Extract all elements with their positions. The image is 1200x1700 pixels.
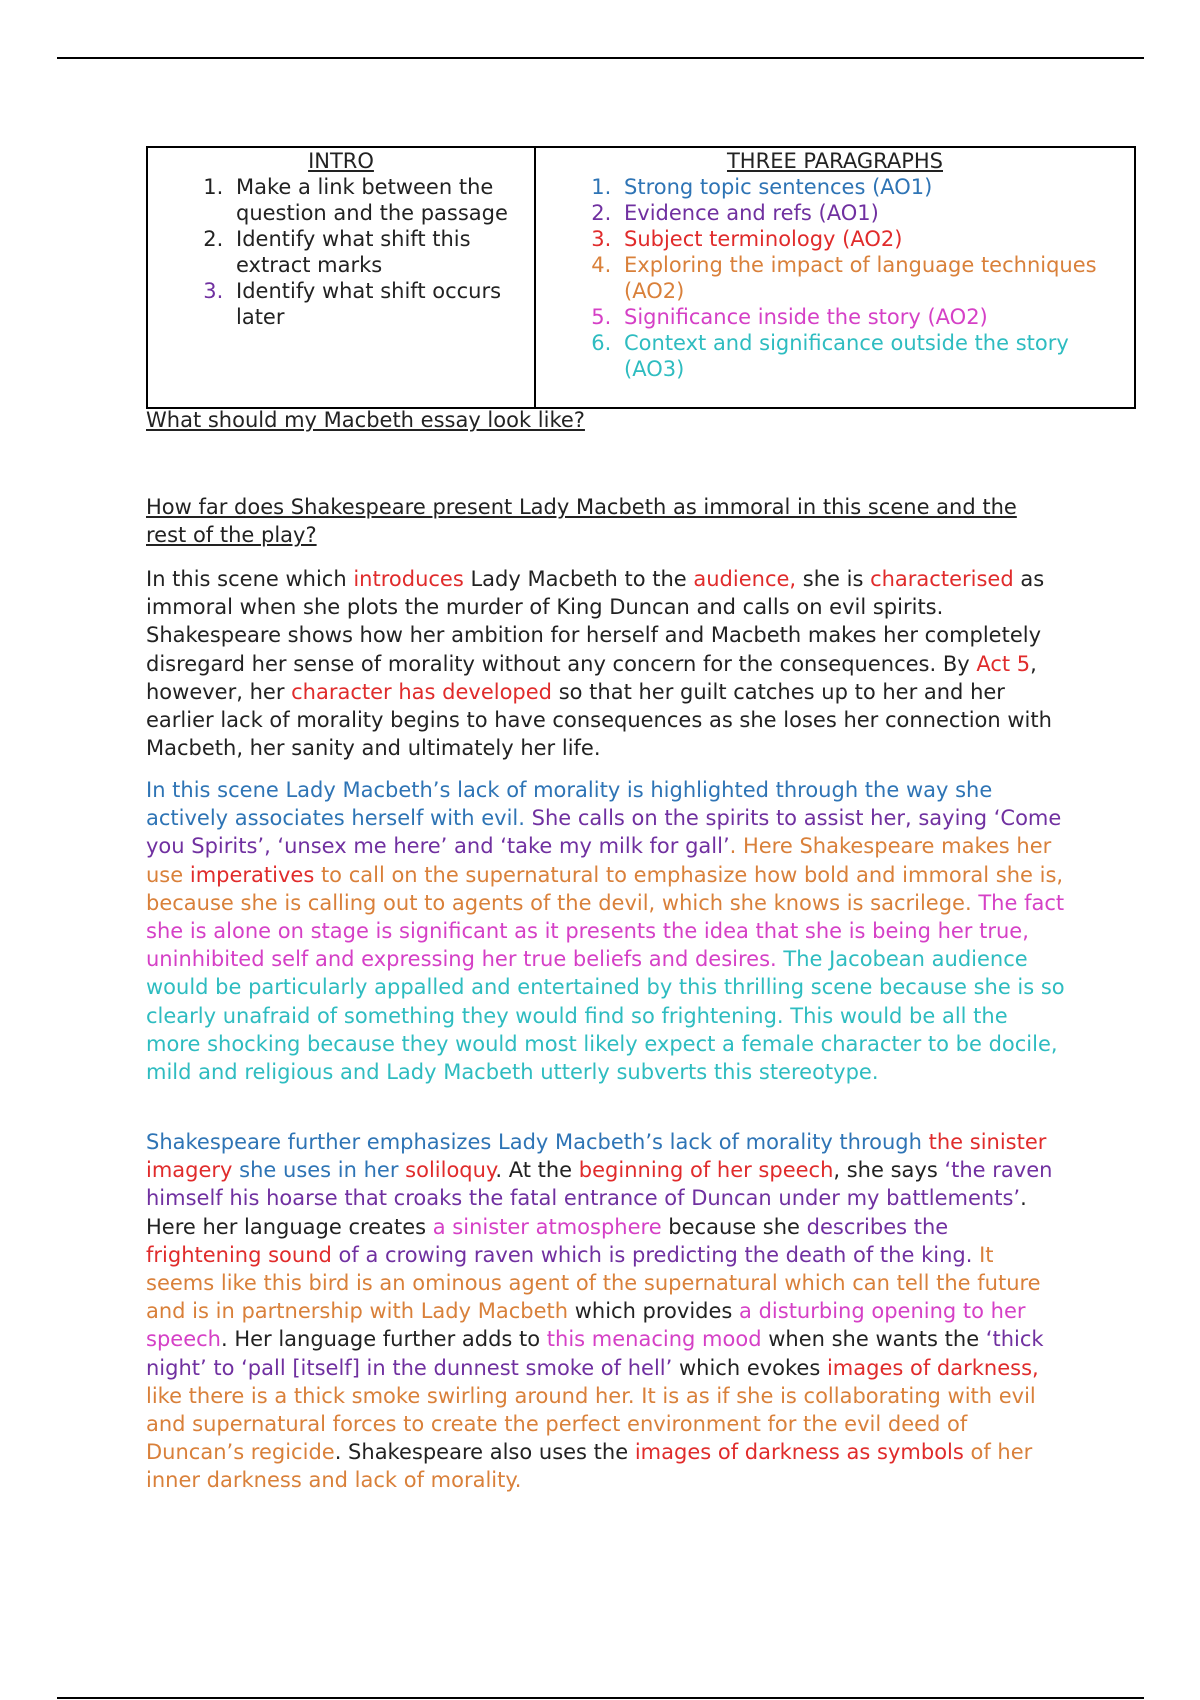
intro-column bbox=[147, 147, 535, 408]
text-segment: She calls on the spirits to assist her, saying ‘Come you Spirits’, ‘unsex me here’ and ‘take my milk for gall’ bbox=[146, 806, 1062, 859]
text-segment: In this scene Lady Macbeth’s lack of morality is highlighted through the way she actively associates herself with evil. bbox=[146, 778, 993, 831]
essay-label: What should my Macbeth essay look like? bbox=[146, 408, 585, 432]
text-segment: It seems like this bird is an ominous agent of the supernatural which can tell the future and is in partnership with Lady Macbeth bbox=[146, 1242, 1041, 1324]
three-paragraphs-heading: THREE PARAGRAPHS bbox=[726, 149, 943, 173]
text-segment: she uses in her bbox=[232, 1158, 406, 1183]
text-segment: a sinister atmosphere bbox=[432, 1214, 662, 1239]
paragraph-criterion: 1. Strong topic sentences (AO1) bbox=[618, 174, 1130, 200]
text-segment: . Shakespeare also uses the bbox=[334, 1440, 635, 1465]
text-segment: which evokes bbox=[672, 1355, 827, 1380]
paragraph-criterion: 3. Subject terminology (AO2) bbox=[618, 226, 1130, 252]
text-segment: so that her guilt catches up to her and her earlier lack of morality begins to have consequences as she loses her connection with Macbeth, her sanity and ultimately her life. bbox=[146, 679, 1052, 761]
paragraph-criterion: 6. Context and significance outside the story (AO3) bbox=[618, 330, 1130, 382]
text-segment: Act 5 bbox=[976, 651, 1031, 676]
text-segment: character has developed bbox=[291, 679, 553, 704]
text-segment: to call on the supernatural to emphasize how bold and immoral she is, because she is calling out to agents of the devil, which she knows is sacrilege. bbox=[146, 862, 1064, 915]
paragraph-criterion: 5. Significance inside the story (AO2) bbox=[618, 304, 1130, 330]
text-segment: characterised bbox=[870, 567, 1014, 591]
text-segment: . At the bbox=[495, 1158, 579, 1183]
text-segment: audience, bbox=[693, 567, 797, 591]
text-segment: Shakespeare further emphasizes Lady Macbeth’s lack of morality through bbox=[146, 1130, 929, 1154]
text-segment: ‘thick night’ to ‘pall [itself] in the dunnest smoke of hell’ bbox=[146, 1327, 1044, 1380]
intro-item: 1. Make a link between the question and the passage bbox=[230, 174, 530, 226]
text-segment: frightening sound bbox=[146, 1242, 332, 1267]
three-paragraphs-list bbox=[540, 174, 1130, 382]
intro-list bbox=[152, 174, 530, 330]
text-segment: images of darkness as symbols bbox=[634, 1440, 964, 1465]
text-segment: the sinister imagery bbox=[146, 1130, 1047, 1183]
text-segment: a disturbing opening to her speech bbox=[146, 1299, 1026, 1352]
paragraph-criterion: 2. Evidence and refs (AO1) bbox=[618, 200, 1130, 226]
text-segment: this menacing mood bbox=[546, 1327, 762, 1352]
text-segment: because she bbox=[661, 1214, 807, 1239]
text-segment: Lady Macbeth to the bbox=[463, 567, 694, 591]
text-segment: when she wants the bbox=[761, 1327, 986, 1352]
text-segment: The fact she is alone on stage is significant as it presents the idea that she is being her true, uninhibited self and expressing her true beliefs and desires. bbox=[146, 890, 1065, 972]
text-segment: ‘the raven himself his hoarse that croaks the fatal entrance of Duncan under my battlements’ bbox=[146, 1158, 1053, 1211]
text-segment: imperatives bbox=[189, 862, 315, 887]
text-segment: It is as if she is collaborating with evil and supernatural forces to create the perfect environment for the evil deed of Duncan’s regicide bbox=[146, 1383, 1036, 1465]
body-paragraph-2 bbox=[146, 1128, 1066, 1495]
text-segment: soliloquy bbox=[405, 1158, 496, 1183]
text-segment: like there is a thick smoke swirling around her. bbox=[146, 1383, 635, 1408]
text-segment: In this scene which bbox=[146, 567, 354, 591]
intro-item: 3. Identify what shift occurs later bbox=[230, 278, 530, 330]
text-segment: beginning of her speech bbox=[578, 1158, 834, 1183]
text-segment: as immoral when she plots the murder of King Duncan and calls on evil spirits. Shakespeare shows how her ambition for herself and Macbeth makes her completely disregard her sense of morality without any concern for the consequences. By bbox=[146, 567, 1045, 676]
three-paragraphs-column bbox=[535, 147, 1135, 408]
text-segment: , however, her bbox=[146, 651, 1037, 704]
text-segment: she is bbox=[796, 567, 871, 591]
text-segment: describes the bbox=[806, 1214, 949, 1239]
intro-heading: INTRO bbox=[308, 149, 374, 173]
body-paragraph-1 bbox=[146, 776, 1066, 1086]
text-segment: , she says bbox=[833, 1158, 945, 1183]
text-segment: of her inner darkness and lack of morality. bbox=[146, 1440, 1033, 1493]
text-segment: . Here Shakespeare makes her use bbox=[146, 834, 1052, 887]
text-segment: . Her language further adds to bbox=[220, 1327, 547, 1352]
text-segment: of a crowing raven which is predicting the death of the king. bbox=[331, 1242, 973, 1267]
intro-item: 2. Identify what shift this extract marks bbox=[230, 226, 530, 278]
top-rule bbox=[57, 57, 1144, 59]
essay-structure-table bbox=[146, 146, 1136, 409]
text-segment: . Here her language creates bbox=[146, 1186, 1027, 1239]
bottom-rule bbox=[57, 1697, 1144, 1699]
text-segment: The Jacobean audience would be particularly appalled and entertained by this thrilling scene because she is so clearly unafraid of something they would find so frightening. This would be all the more shocking because they would most likely expect a female character to be docile, mild and religious and Lady Macbeth utterly subverts this stereotype. bbox=[146, 947, 1065, 1085]
essay-question: How far does Shakespeare present Lady Macbeth as immoral in this scene and the rest of the play? bbox=[146, 495, 1017, 547]
text-segment: which provides bbox=[568, 1299, 740, 1324]
intro-paragraph bbox=[146, 565, 1066, 762]
paragraph-criterion: 4. Exploring the impact of language techniques (AO2) bbox=[618, 252, 1130, 304]
text-segment: introduces bbox=[353, 567, 464, 591]
text-segment: images of darkness, bbox=[826, 1355, 1039, 1380]
